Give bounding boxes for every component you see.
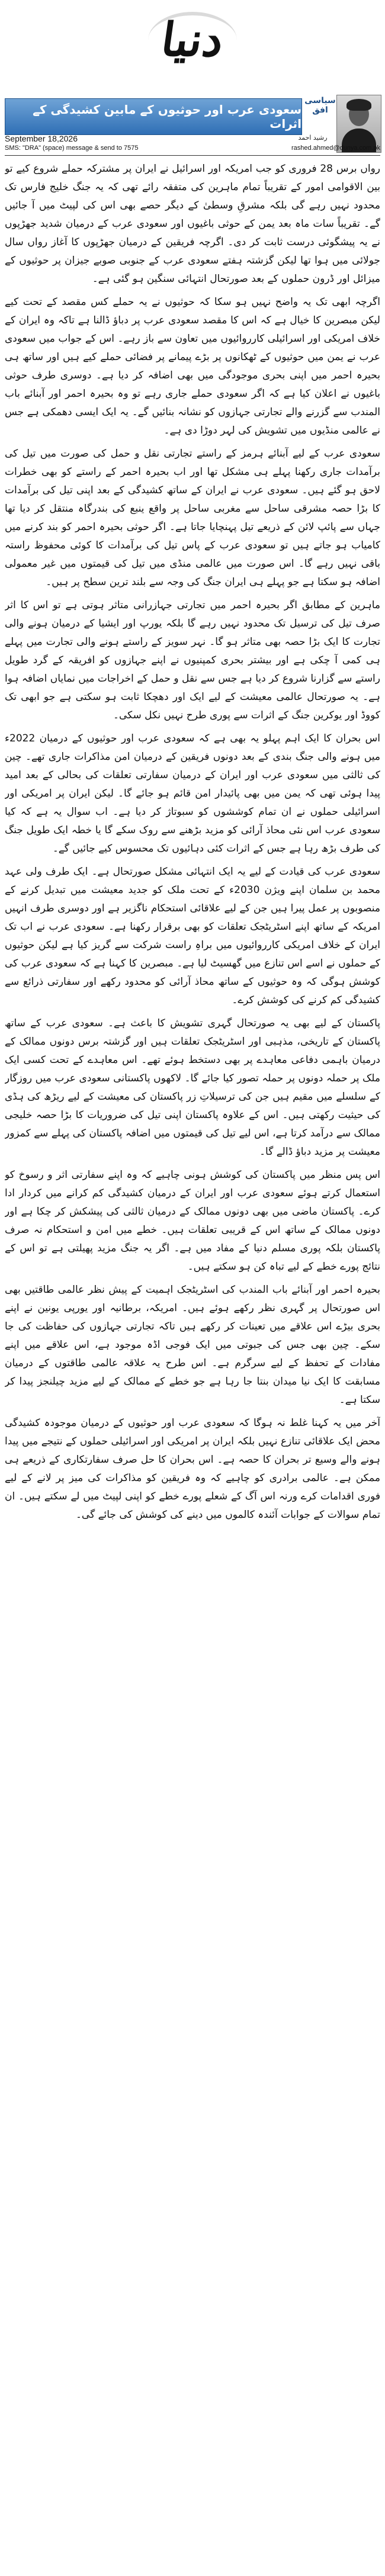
date-strip	[5, 134, 380, 154]
article-paragraph: پاکستان کے لیے بھی یہ صورتحال گہری تشویش کا باعث ہے۔ سعودی عرب کے ساتھ پاکستان کے تاریخی، مذہبی اور اسٹریٹجک تعلقات ہیں اور گزشتہ برس دونوں ممالک کے درمیان باہمی دفاعی معاہدے پر بھی دستخط ہوئے تھے۔ اس معاہدے کے تحت کسی ایک ملک پر حملہ دونوں پر حملہ تصور کیا جائے گا۔ لاکھوں پاکستانی سعودی عرب میں روزگار کے سلسلے میں مقیم ہیں جن کی ترسیلاتِ زر پاکستان کی معیشت کے لیے ریڑھ کی ہڈی کی حیثیت رکھتی ہیں۔ اس کے علاوہ پاکستان اپنی تیل کی ضروریات کا بڑا حصہ خلیجی ممالک سے درآمد کرتا ہے، اس لیے تیل کی قیمتوں میں اضافہ پاکستان کی پہلے سے کمزور معیشت پر مزید دباؤ ڈالے گا۔	[5, 1017, 380, 1158]
sms-info: SMS: "DRA" (space) message & send to 7575	[5, 144, 139, 152]
article-body	[5, 160, 380, 2570]
portrait-hair	[346, 99, 371, 111]
publish-date: September 18,2026	[5, 134, 78, 143]
article-paragraph: رواں برس 28 فروری کو جب امریکہ اور اسرائیل نے ایران پر مشترکہ حملے شروع کیے تو بین الاقوامی امور کے تقریباً تمام ماہرین کی متفقہ رائے تھی کہ یہ جنگ خلیج فارس تک محدود نہیں رہے گی بلکہ مشرقِ وسطیٰ کے دیگر حصے بھی اس کی لپیٹ میں آ جائیں گے۔ تقریباً سات ماہ بعد یمن کے حوثی باغیوں اور سعودی عرب کے درمیان شدید جھڑپوں نے یہ پیشگوئی درست ثابت کر دی۔ اگرچہ فریقین کے درمیان جھڑپوں کا آغاز رواں سال جولائی میں ہوا تھا لیکن گزشتہ ہفتے سعودی عرب کے جنوبی صوبے جیزان پر حوثیوں کے میزائل اور ڈرون حملوں کے بعد صورتحال انتہائی سنگین ہو گئی ہے۔	[5, 163, 380, 285]
article-paragraph: سعودی عرب کی قیادت کے لیے یہ ایک انتہائی مشکل صورتحال ہے۔ ایک طرف ولی عہد محمد بن سلمان اپنے ویژن 2030ء کے تحت ملک کو جدید معیشت میں تبدیل کرنے کے منصوبوں پر عمل پیرا ہیں جن کے لیے علاقائی استحکام ناگزیر ہے اور دوسری طرف انہیں امریکہ کے ساتھ اپنے اسٹریٹجک تعلقات کو بھی برقرار رکھنا ہے۔ سعودی عرب نے اب تک ایران کے خلاف امریکی کارروائیوں میں براہِ راست شرکت سے گریز کیا ہے لیکن حوثیوں کے حملوں نے اسے اس تنازع میں گھسیٹ لیا ہے۔ مبصرین کا کہنا ہے کہ سعودی عرب کی کوشش ہوگی کہ وہ حوثیوں کے ساتھ محاذ آرائی کو محدود رکھے اور سفارتی ذرائع سے کشیدگی کم کرنے کی کوشش کرے۔	[5, 866, 380, 1006]
logo-text: دنیا	[158, 12, 227, 67]
article-paragraph: ماہرین کے مطابق اگر بحیرہ احمر میں تجارتی جہازرانی متاثر ہوتی ہے تو اس کا اثر صرف تیل کی ترسیل تک محدود نہیں رہے گا بلکہ یورپ اور ایشیا کے درمیان ہونے والی تجارت کا ایک بڑا حصہ بھی متاثر ہو گا۔ نہر سویز کے راستے ہونے والی تجارت میں پہلے ہی کمی آ چکی ہے اور بیشتر بحری کمپنیوں نے اپنے جہازوں کو افریقہ کے گرد طویل راستے سے گزارنا شروع کر دیا ہے جس سے نقل و حمل کے اخراجات میں نمایاں اضافہ ہوا ہے۔ یہ صورتحال عالمی معیشت کے لیے ایک اور دھچکا ثابت ہو سکتی ہے جو ابھی تک کووڈ اور یوکرین جنگ کے اثرات سے پوری طرح نہیں نکل سکی۔	[5, 599, 380, 721]
article-paragraph: اس پس منظر میں پاکستان کی کوشش ہونی چاہیے کہ وہ اپنے سفارتی اثر و رسوخ کو استعمال کرتے ہوئے سعودی عرب اور ایران کے درمیان کشیدگی کم کرانے میں کردار ادا کرے۔ پاکستان ماضی میں بھی دونوں ممالک کے درمیان ثالثی کی پیشکش کر چکا ہے اور دونوں ممالک کے ساتھ اس کے قریبی تعلقات ہیں۔ خطے میں امن و استحکام نہ صرف پاکستان بلکہ پوری مسلم دنیا کے مفاد میں ہے۔ اگر یہ جنگ مزید پھیلتی ہے تو اس کے نتائج پورے خطے کے لیے تباہ کن ہو سکتے ہیں۔	[5, 1169, 380, 1273]
article-paragraph: اگرچہ ابھی تک یہ واضح نہیں ہو سکا کہ حوثیوں نے یہ حملے کس مقصد کے تحت کیے لیکن مبصرین کا خیال ہے کہ اس کا مقصد سعودی عرب پر دباؤ ڈالنا ہے تاکہ وہ ایران کے خلاف امریکی اور اسرائیلی کارروائیوں میں تعاون سے باز رہے۔ اس کے جواب میں سعودی عرب نے یمن میں حوثیوں کے ٹھکانوں پر بڑے پیمانے پر فضائی حملے کیے ہیں اور ساتھ ہی بحیرہ احمر میں اپنی بحری موجودگی میں بھی اضافہ کر دیا ہے۔ دوسری طرف حوثی باغیوں نے اعلان کیا ہے کہ اگر سعودی حملے جاری رہے تو وہ بحیرہ احمر اور آبنائے باب المندب سے گزرنے والے تجارتی جہازوں کو نشانہ بنائیں گے۔ یہ ایک ایسی دھمکی ہے جس نے عالمی منڈیوں میں تشویش کی لہر دوڑا دی ہے۔	[5, 296, 380, 436]
article-paragraph: اس بحران کا ایک اہم پہلو یہ بھی ہے کہ سعودی عرب اور حوثیوں کے درمیان 2022ء میں ہونے والی جنگ بندی کے بعد دونوں فریقین کے درمیان امن مذاکرات جاری تھے۔ چین کی ثالثی میں سعودی عرب اور ایران کے درمیان سفارتی تعلقات کی بحالی کے بعد امید پیدا ہوئی تھی کہ یمن میں بھی پائیدار امن قائم ہو جائے گا۔ لیکن ایران پر امریکی اور اسرائیلی حملوں نے ان تمام کوششوں کو سبوتاژ کر دیا ہے۔ اب سوال یہ ہے کہ کیا سعودی عرب اس نئی محاذ آرائی کو مزید بڑھنے سے روک سکے گا یا خطہ ایک طویل جنگ کی طرف بڑھ رہا ہے جس کے اثرات کئی دہائیوں تک محسوس کیے جائیں گے۔	[5, 733, 380, 855]
header-divider	[5, 155, 380, 156]
article-paragraph: بحیرہ احمر اور آبنائے باب المندب کی اسٹریٹجک اہمیت کے پیش نظر عالمی طاقتیں بھی اس صورتحال پر گہری نظر رکھے ہوئے ہیں۔ امریکہ، برطانیہ اور یورپی یونین نے اپنے بحری بیڑے اس علاقے میں تعینات کر رکھے ہیں تاکہ تجارتی جہازوں کی حفاظت کی جا سکے۔ چین بھی جس کی جبوتی میں ایک فوجی اڈہ موجود ہے، اس علاقے میں اپنے مفادات کے تحفظ کے لیے سرگرم ہے۔ اس طرح یہ علاقہ عالمی طاقتوں کے درمیان مسابقت کا ایک نیا میدان بنتا جا رہا ہے جو خطے کے ممالک کے لیے مزید چیلنجز پیدا کر سکتا ہے۔	[5, 1284, 380, 1406]
article-headline: سعودی عرب اور حوثیوں کے مابین کشیدگی کے اثرات	[33, 102, 301, 131]
column-name: سیاسی افق	[304, 96, 336, 115]
article-paragraph: سعودی عرب کے لیے آبنائے ہرمز کے راستے تجارتی نقل و حمل کی صورت میں تیل کی برآمدات جاری رکھنا پہلے ہی مشکل تھا اور اب بحیرہ احمر کے راستے کو بھی خطرات لاحق ہو گئے ہیں۔ سعودی عرب نے ایران کے ساتھ کشیدگی کے بعد اپنی تیل کی برآمدات کا بڑا حصہ مشرقی ساحل سے مغربی ساحل پر واقع ینبع کی بندرگاہ منتقل کر دیا تھا جہاں سے پائپ لائن کے ذریعے تیل پہنچایا جاتا ہے۔ اگر حوثی بحیرہ احمر کو بند کرنے میں کامیاب ہو جاتے ہیں تو سعودی عرب کے پاس تیل کی برآمدات کا کوئی محفوظ راستہ باقی نہیں رہے گا۔ اس صورت میں عالمی منڈی میں تیل کی قیمتوں میں غیر معمولی اضافہ ہو سکتا ہے جو پہلے ہی ایران جنگ کی وجہ سے بلند ترین سطح پر ہیں۔	[5, 448, 380, 588]
article-paragraph: آخر میں یہ کہنا غلط نہ ہوگا کہ سعودی عرب اور حوثیوں کے درمیان موجودہ کشیدگی محض ایک علاقائی تنازع نہیں بلکہ ایران پر امریکی اور اسرائیلی حملوں کے نتیجے میں پیدا ہونے والے وسیع تر بحران کا حصہ ہے۔ اس بحران کا حل صرف سفارتکاری کے ذریعے ہی ممکن ہے۔ عالمی برادری کو چاہیے کہ وہ فریقین کو مذاکرات کی میز پر لانے کے لیے فوری اقدامات کرے ورنہ اس آگ کے شعلے پورے خطے کو اپنی لپیٹ میں لے سکتے ہیں۔ ان تمام سوالات کے جوابات آئندہ کالموں میں دینے کی کوشش کی جائے گی۔	[5, 1417, 380, 1521]
author-name: رشید احمد	[298, 134, 328, 142]
dunya-logo	[136, 1, 249, 78]
author-email: rashed.ahmed@dunya.com.pk	[291, 144, 380, 152]
headline-band	[5, 98, 302, 135]
masthead	[0, 0, 385, 107]
